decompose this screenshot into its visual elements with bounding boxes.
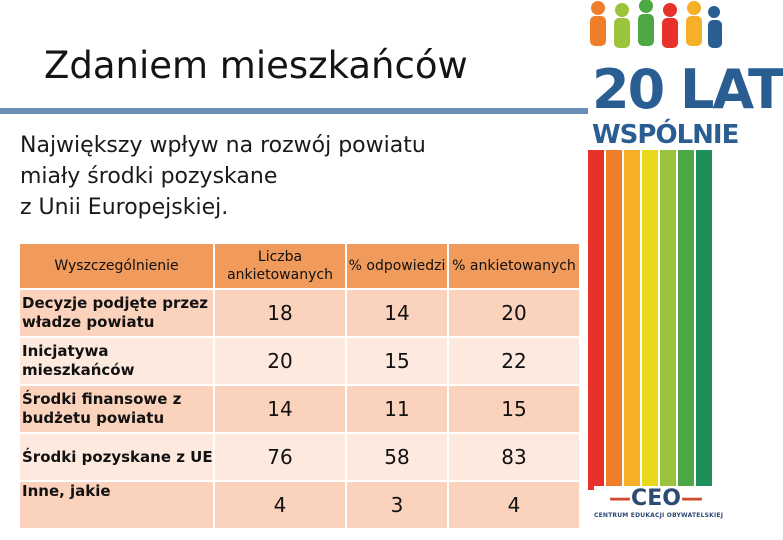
- cell-liczba: 14: [215, 386, 345, 432]
- cell-odpowiedzi: 3: [347, 482, 447, 528]
- row-label: Inne, jakie: [20, 482, 213, 528]
- table-row: [20, 386, 579, 432]
- table-row: [20, 434, 579, 480]
- ceo-subtitle: CENTRUM EDUKACJI OBYWATELSKIEJ: [594, 512, 724, 519]
- subtitle-line-3: z Unii Europejskiej.: [20, 195, 229, 220]
- table-row: [20, 338, 579, 384]
- cell-ankietowanych: 20: [449, 290, 579, 336]
- cell-ankietowanych: 4: [449, 482, 579, 528]
- table-row: [20, 482, 579, 528]
- people-figures-icon: [584, 0, 720, 60]
- cell-ankietowanych: 83: [449, 434, 579, 480]
- stripe-green: [678, 150, 694, 490]
- ceo-logo: —CEO— CENTRUM EDUKACJI OBYWATELSKIEJ: [594, 486, 718, 536]
- row-label: Inicjatywa mieszkańców: [20, 338, 213, 384]
- logo-sub-text: WSPÓLNIE: [592, 120, 739, 150]
- cell-liczba: 76: [215, 434, 345, 480]
- header-procent-odpowiedzi: % odpowiedzi: [347, 244, 447, 288]
- stripe-darkgreen: [696, 150, 712, 490]
- survey-table: [18, 242, 581, 530]
- subtitle-line-1: Największy wpływ na rozwój powiatu: [20, 133, 426, 158]
- stripe-yellow: [642, 150, 658, 490]
- header-liczba-ankietowanych: Liczba ankietowanych: [215, 244, 345, 288]
- page-title: Zdaniem mieszkańców: [44, 44, 468, 87]
- stripe-lime: [660, 150, 676, 490]
- header-wyszczegolnienie: Wyszczególnienie: [20, 244, 213, 288]
- cell-ankietowanych: 22: [449, 338, 579, 384]
- anniversary-logo: [584, 0, 783, 540]
- cell-odpowiedzi: 15: [347, 338, 447, 384]
- stripe-red: [588, 150, 604, 490]
- row-label: Decyzje podjęte przez władze powiatu: [20, 290, 213, 336]
- stripe-amber: [624, 150, 640, 490]
- cell-odpowiedzi: 14: [347, 290, 447, 336]
- cell-liczba: 18: [215, 290, 345, 336]
- table-row: [20, 290, 579, 336]
- cell-ankietowanych: 15: [449, 386, 579, 432]
- header-procent-ankietowanych: % ankietowanych: [449, 244, 579, 288]
- subtitle: [20, 130, 580, 223]
- subtitle-line-2: miały środki pozyskane: [20, 164, 278, 189]
- row-label: Środki pozyskane z UE: [20, 434, 213, 480]
- stripe-orange: [606, 150, 622, 490]
- table-header-row: [20, 244, 579, 288]
- cell-liczba: 20: [215, 338, 345, 384]
- row-label: Środki finansowe z budżetu powiatu: [20, 386, 213, 432]
- cell-odpowiedzi: 58: [347, 434, 447, 480]
- ceo-mark-text: CEO: [631, 486, 681, 511]
- title-divider: [0, 108, 588, 114]
- cell-odpowiedzi: 11: [347, 386, 447, 432]
- cell-liczba: 4: [215, 482, 345, 528]
- logo-main-text: 20 LAT: [592, 58, 783, 121]
